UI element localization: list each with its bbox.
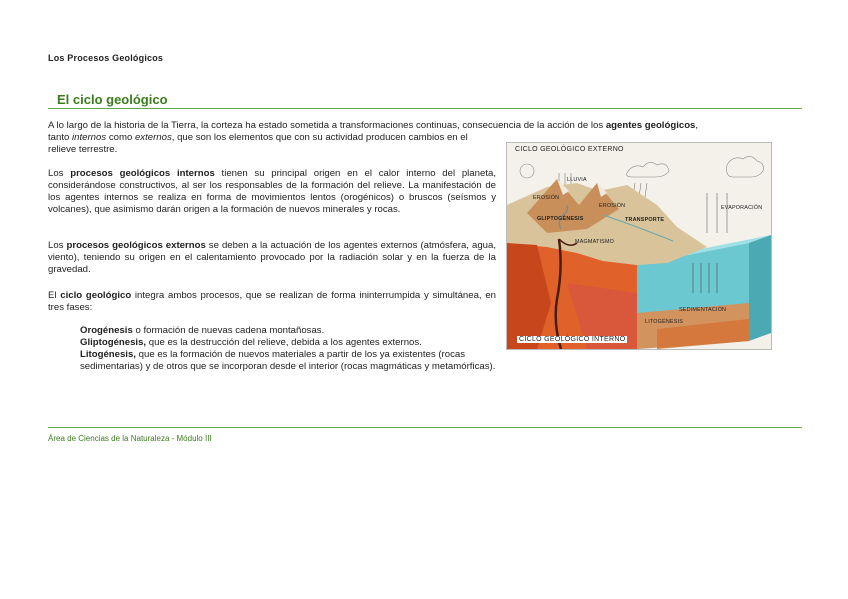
intro-text-f: como (106, 132, 135, 143)
phase-item (80, 325, 496, 337)
phases-list (80, 325, 496, 373)
label-magmatismo: MAGMATISMO (575, 239, 615, 245)
label-evaporacion: EVAPORACIÓN (721, 205, 763, 211)
phase-term: Litogénesis, (80, 349, 136, 360)
p3-text-a: El (48, 290, 61, 301)
p1-text-a: Los (48, 168, 71, 179)
phase-desc: que es la destrucción del relieve, debida a los agentes externos. (146, 337, 422, 348)
label-lluvia: LLUVIA (567, 177, 587, 183)
paragraph-geological-cycle (48, 290, 496, 314)
label-erosion-1: EROSIÓN (533, 195, 560, 201)
title-divider (48, 108, 802, 109)
intro-term-internos: internos (72, 132, 107, 143)
phase-term: Gliptogénesis, (80, 337, 147, 348)
label-sedimentacion: SEDIMENTACIÓN (679, 307, 727, 313)
p1-text-c: tienen su principal origen en el calor interno del planeta, considerándose constructivos, al ser los responsables de la formación del relieve. La manifestación de los agentes internos se realiza en forma de movimientos lentos (orogénicos) o bruscos (seísmos y volcanes), que asimismo darán origen a la formación de nuevos minerales y rocas. (48, 168, 496, 215)
label-erosion-2: EROSIÓN (599, 203, 626, 209)
intro-paragraph-line1 (48, 120, 788, 132)
p3-text-c: integra ambos procesos, que se realizan de forma ininterrumpida y simultánea, en tres fases: (48, 290, 496, 313)
label-litogenesis: LITOGÉNESIS (645, 319, 684, 325)
phase-item (80, 337, 496, 349)
p2-text-c: se deben a la actuación de los agentes externos (atmósfera, agua, viento), teniendo su origen en el calentamiento provocado por la radiación solar y en la fuerza de la gravedad. (48, 240, 496, 275)
footer-divider (48, 427, 802, 428)
intro-term-agentes: agentes geológicos (605, 120, 696, 131)
phase-term: Orogénesis (80, 325, 133, 336)
diagram-illustration (507, 143, 771, 349)
geological-cycle-diagram (506, 142, 772, 350)
label-transporte: TRANSPORTE (625, 217, 665, 223)
running-header: Los Procesos Geológicos (48, 53, 164, 63)
paragraph-external-processes (48, 240, 496, 276)
phase-item (80, 349, 496, 373)
intro-text-d: tanto (48, 132, 73, 143)
p2-term: procesos geológicos externos (66, 240, 206, 251)
p3-term: ciclo geológico (60, 290, 132, 301)
p1-term: procesos geológicos internos (70, 168, 215, 179)
footer-text: Área de Ciencias de la Naturaleza - Módulo III (48, 434, 212, 443)
phase-desc: que es la formación de nuevos materiales a partir de los ya existentes (rocas sedimentarias) y de otros que se incorporan desde el interior (rocas magmáticas y metamórficas). (80, 349, 496, 372)
paragraph-internal-processes (48, 168, 496, 216)
intro-text-c: , (695, 120, 699, 131)
intro-paragraph-cont (48, 132, 498, 156)
intro-term-externos: externos (134, 132, 172, 143)
diagram-top-label: CICLO GEOLÓGICO EXTERNO (515, 146, 624, 153)
intro-text-h: , que son los elementos que con su actividad producen cambios en el relieve terrestre. (48, 132, 468, 155)
phase-desc: o formación de nuevas cadena montañosas. (132, 325, 325, 336)
label-gliptogenesis: GLIPTOGÉNESIS (537, 216, 584, 222)
intro-text-a: A lo largo de la historia de la Tierra, la corteza ha estado sometida a transformaciones continuas, consecuencia de la acción de los (48, 120, 606, 131)
section-title: El ciclo geológico (57, 92, 168, 107)
p2-text-a: Los (48, 240, 67, 251)
diagram-bottom-label: CICLO GEOLÓGICO INTERNO (519, 336, 626, 343)
